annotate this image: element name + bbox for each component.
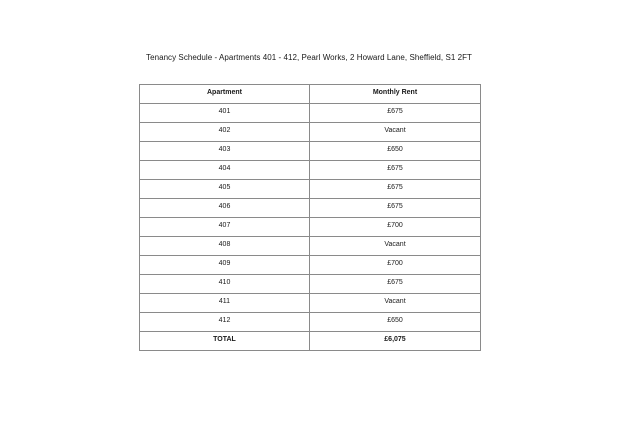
rent-cell: £675 (310, 199, 481, 218)
apartment-cell: 412 (140, 313, 310, 332)
table-row (140, 313, 481, 332)
total-label: TOTAL (140, 332, 310, 351)
table-row (140, 123, 481, 142)
table-row (140, 142, 481, 161)
rent-cell: £675 (310, 161, 481, 180)
tenancy-table (139, 84, 481, 351)
rent-cell: £675 (310, 180, 481, 199)
apartment-cell: 406 (140, 199, 310, 218)
apartment-cell: 401 (140, 104, 310, 123)
table-row (140, 256, 481, 275)
rent-cell: £700 (310, 218, 481, 237)
table-row (140, 104, 481, 123)
apartment-cell: 409 (140, 256, 310, 275)
apartment-cell: 404 (140, 161, 310, 180)
apartment-cell: 410 (140, 275, 310, 294)
rent-cell: £675 (310, 104, 481, 123)
apartment-cell: 402 (140, 123, 310, 142)
apartment-cell: 407 (140, 218, 310, 237)
rent-cell: £675 (310, 275, 481, 294)
apartment-cell: 411 (140, 294, 310, 313)
apartment-cell: 403 (140, 142, 310, 161)
apartment-cell: 405 (140, 180, 310, 199)
header-row (140, 85, 481, 104)
total-value: £6,075 (310, 332, 481, 351)
table-row (140, 275, 481, 294)
rent-cell: £650 (310, 142, 481, 161)
apartment-cell: 408 (140, 237, 310, 256)
table-row (140, 218, 481, 237)
total-row (140, 332, 481, 351)
rent-cell: Vacant (310, 237, 481, 256)
table-row (140, 161, 481, 180)
rent-cell: £700 (310, 256, 481, 275)
table-row (140, 237, 481, 256)
rent-cell: £650 (310, 313, 481, 332)
table-row (140, 180, 481, 199)
rent-cell: Vacant (310, 123, 481, 142)
header-apartment: Apartment (140, 85, 310, 104)
table-row (140, 294, 481, 313)
rent-cell: Vacant (310, 294, 481, 313)
document-title: Tenancy Schedule - Apartments 401 - 412, Pearl Works, 2 Howard Lane, Sheffield, S1 2FT (146, 53, 472, 62)
table-row (140, 199, 481, 218)
header-monthly-rent: Monthly Rent (310, 85, 481, 104)
